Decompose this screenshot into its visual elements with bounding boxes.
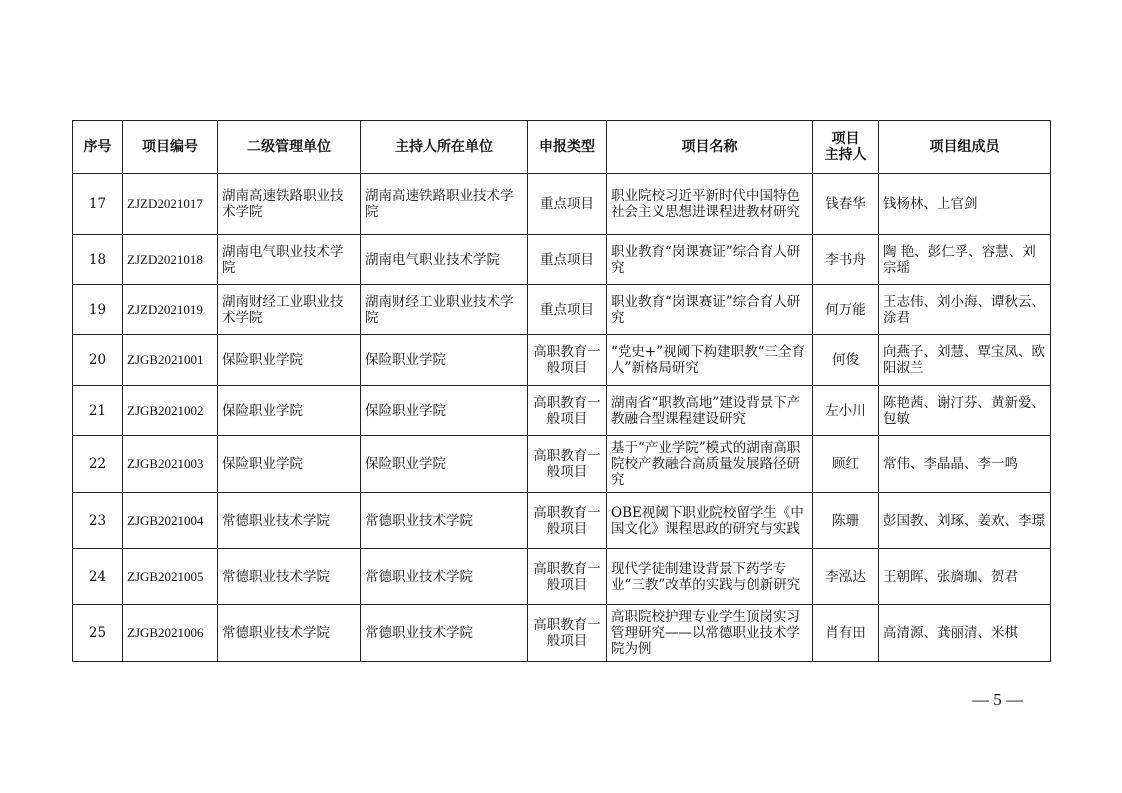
cell-unit: 常德职业技术学院 [218,605,361,662]
cell-seq: 25 [73,605,123,662]
table-row [73,386,1051,436]
cell-host-unit: 保险职业学院 [361,436,528,493]
cell-unit: 湖南财经工业职业技术学院 [218,285,361,335]
cell-unit: 保险职业学院 [218,436,361,493]
cell-name: 职业教育“岗课赛证”综合育人研究 [607,235,813,285]
cell-host: 何万能 [813,285,879,335]
cell-seq: 24 [73,549,123,605]
cell-members: 常伟、李晶晶、李一鸣 [879,436,1051,493]
cell-code: ZJZD2021017 [123,174,218,235]
cell-host: 李书舟 [813,235,879,285]
table-body [73,174,1051,662]
cell-seq: 20 [73,335,123,386]
table-row [73,549,1051,605]
cell-host-unit: 保险职业学院 [361,386,528,436]
cell-host: 何俊 [813,335,879,386]
cell-name: 高职院校护理专业学生顶岗实习管理研究——以常德职业技术学院为例 [607,605,813,662]
cell-name: 职业院校习近平新时代中国特色社会主义思想进课程进教材研究 [607,174,813,235]
cell-host: 左小川 [813,386,879,436]
table-row [73,436,1051,493]
cell-type: 高职教育一般项目 [528,335,607,386]
header-seq: 序号 [73,121,123,174]
cell-type: 高职教育一般项目 [528,386,607,436]
cell-unit: 保险职业学院 [218,386,361,436]
cell-host: 肖有田 [813,605,879,662]
cell-type: 高职教育一般项目 [528,549,607,605]
cell-type: 高职教育一般项目 [528,605,607,662]
header-host-line2: 主持人 [824,147,867,163]
cell-members: 王朝晖、张旖珈、贺君 [879,549,1051,605]
header-host [813,121,879,174]
table-row [73,174,1051,235]
cell-host: 陈珊 [813,493,879,549]
cell-seq: 18 [73,235,123,285]
cell-host: 钱春华 [813,174,879,235]
cell-name: 基于“产业学院”模式的湖南高职院校产教融合高质量发展路径研究 [607,436,813,493]
cell-unit: 常德职业技术学院 [218,493,361,549]
cell-seq: 21 [73,386,123,436]
table-row [73,235,1051,285]
cell-name: 湖南省“职教高地”建设背景下产教融合型课程建设研究 [607,386,813,436]
cell-host-unit: 湖南电气职业技术学院 [361,235,528,285]
cell-name: 职业教育“岗课赛证”综合育人研究 [607,285,813,335]
cell-members: 钱杨林、上官剑 [879,174,1051,235]
cell-name: 现代学徒制建设背景下药学专业“三教”改革的实践与创新研究 [607,549,813,605]
cell-host-unit: 湖南财经工业职业技术学院 [361,285,528,335]
table-row [73,285,1051,335]
cell-members: 彭国教、刘琢、姜欢、李璟 [879,493,1051,549]
cell-type: 重点项目 [528,235,607,285]
header-code: 项目编号 [123,121,218,174]
cell-code: ZJGB2021004 [123,493,218,549]
table-row [73,493,1051,549]
table-header-row [73,121,1051,174]
cell-host-unit: 保险职业学院 [361,335,528,386]
cell-code: ZJZD2021018 [123,235,218,285]
header-host-unit: 主持人所在单位 [361,121,528,174]
cell-members: 王志伟、刘小海、谭秋云、涂君 [879,285,1051,335]
cell-code: ZJGB2021006 [123,605,218,662]
header-members: 项目组成员 [879,121,1051,174]
cell-type: 重点项目 [528,285,607,335]
cell-members: 陶 艳、彭仁孚、容慧、刘宗瑶 [879,235,1051,285]
cell-host: 李泓达 [813,549,879,605]
cell-seq: 22 [73,436,123,493]
cell-host-unit: 湖南高速铁路职业技术学院 [361,174,528,235]
cell-name: OBE视阈下职业院校留学生《中国文化》课程思政的研究与实践 [607,493,813,549]
header-host-line1: 项目 [831,131,860,147]
cell-unit: 湖南电气职业技术学院 [218,235,361,285]
cell-seq: 23 [73,493,123,549]
cell-code: ZJGB2021005 [123,549,218,605]
cell-unit: 保险职业学院 [218,335,361,386]
header-name: 项目名称 [607,121,813,174]
cell-members: 高清源、龚丽清、米棋 [879,605,1051,662]
page-number: — 5 — [972,690,1023,709]
cell-type: 高职教育一般项目 [528,493,607,549]
cell-code: ZJGB2021003 [123,436,218,493]
cell-host: 顾红 [813,436,879,493]
cell-host-unit: 常德职业技术学院 [361,605,528,662]
table-row [73,605,1051,662]
cell-code: ZJGB2021002 [123,386,218,436]
cell-seq: 19 [73,285,123,335]
header-unit: 二级管理单位 [218,121,361,174]
cell-members: 陈艳茜、谢汀芬、黄新爱、包敏 [879,386,1051,436]
header-type: 申报类型 [528,121,607,174]
cell-host-unit: 常德职业技术学院 [361,493,528,549]
cell-type: 高职教育一般项目 [528,436,607,493]
table-row [73,335,1051,386]
cell-seq: 17 [73,174,123,235]
cell-host-unit: 常德职业技术学院 [361,549,528,605]
cell-type: 重点项目 [528,174,607,235]
project-table [72,120,1051,662]
cell-unit: 湖南高速铁路职业技术学院 [218,174,361,235]
cell-code: ZJGB2021001 [123,335,218,386]
cell-code: ZJZD2021019 [123,285,218,335]
cell-members: 向燕子、刘慧、覃宝凤、欧阳淑兰 [879,335,1051,386]
cell-name: “党史+”视阈下构建职教“三全育人”新格局研究 [607,335,813,386]
cell-unit: 常德职业技术学院 [218,549,361,605]
